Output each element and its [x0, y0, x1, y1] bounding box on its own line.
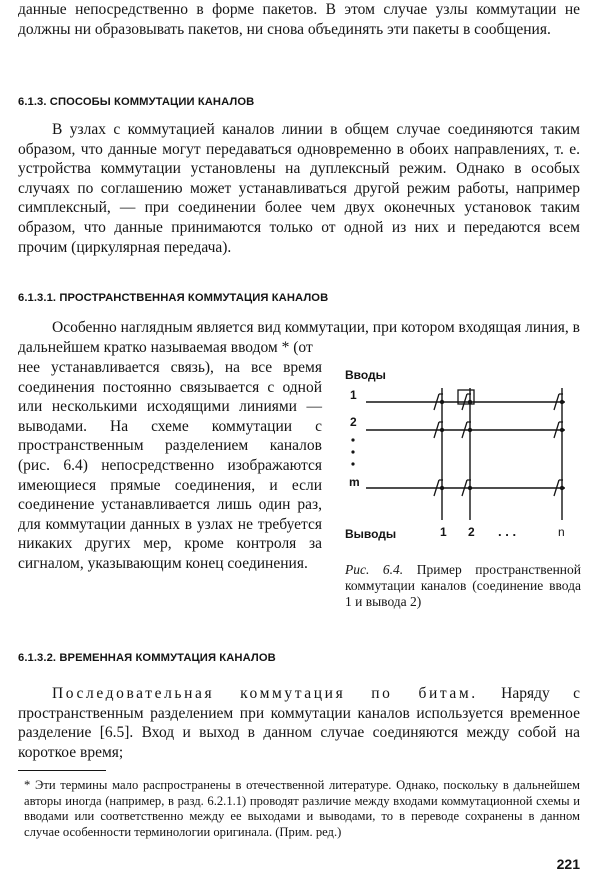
section-6-1-3-2-body	[18, 684, 580, 762]
caption-number: Рис. 6.4.	[345, 562, 404, 577]
crossbar-figure	[340, 360, 585, 545]
section-6-1-3-1-body-side	[18, 358, 322, 574]
section-6-1-3-2-paragraph	[18, 684, 580, 762]
column-ellipsis: . . .	[498, 524, 517, 539]
crosspoint-switches	[434, 394, 563, 496]
section-6-1-3-2-text: Наряду с пространственным разделением при коммутации каналов используется временное разделение [6.5]. Вход и выход в данном случае соединяются между собой на короткое время;	[18, 685, 581, 761]
crossbar-diagram	[340, 360, 585, 545]
footnote-text: * Эти термины мало распространены в отечественной литературе. Однако, поскольку в дальнейшем авторы иногда (например, в разд. 6.2.1.1) проводят различие между входами коммутационной схемы и вводами или соответственно между ее выходами и выводами, то в переводе сохранены в данном случае особенности терминологии оригинала. (Прим. ред.)	[24, 778, 580, 839]
section-6-1-3-1-heading: 6.1.3.1. ПРОСТРАНСТВЕННАЯ КОММУТАЦИЯ КАНАЛОВ	[18, 292, 329, 304]
caption-text: Пример пространственной коммутации каналов (соединение ввода 1 и вывода 2)	[345, 562, 581, 609]
intro-text: данные непосредственно в форме пакетов. В этом случае узлы коммутации не должны ни образовывать пакетов, ни снова объединять эти пакеты в сообщения.	[18, 1, 580, 38]
row-label-1: 1	[350, 388, 357, 402]
column-label-2: 2	[468, 525, 475, 539]
section-6-1-3-2-heading: 6.1.3.2. ВРЕМЕННАЯ КОММУТАЦИЯ КАНАЛОВ	[18, 652, 276, 664]
row-label-2: 2	[350, 415, 357, 429]
input-lines	[366, 402, 565, 488]
inputs-label: Вводы	[345, 368, 386, 382]
footnote-rule	[18, 770, 106, 771]
section-6-1-3-1-body-top	[18, 318, 580, 357]
column-label-1: 1	[440, 525, 447, 539]
section-6-1-3-text: В узлах с коммутацией каналов линии в общем случае соединяются таким образом, что данные могут передаваться одновременно в обоих направлениях, т. е. устройства коммутации установлены на дуплексный режим. Однако в особых случаях по соглашению может устанавливаться другой режим работы, например симплексный, — при соединении более чем двух оконечных установок таким образом, что данные принимаются только от одной из них и передаются всем прочим (циркулярная передача).	[18, 121, 580, 256]
row-label-m: m	[349, 475, 360, 489]
intro-paragraph	[18, 0, 580, 39]
column-label-n: n	[558, 525, 565, 539]
output-lines	[442, 388, 562, 520]
section-6-1-3-body	[18, 120, 580, 257]
section-6-1-3-1-text-top: Особенно наглядным является вид коммутации, при котором входящая линия, в дальнейшем кратко называемая вводом * (от	[18, 319, 580, 356]
page-number: 221	[556, 856, 580, 872]
section-6-1-3-heading: 6.1.3. СПОСОБЫ КОММУТАЦИИ КАНАЛОВ	[18, 96, 255, 108]
figure-caption	[345, 562, 581, 610]
section-6-1-3-1-text-side: нее устанавливается связь), на все время соединения постоянно связывается с одной или несколькими исходящими линиями — выводами. На схеме коммутации с пространственным разделением каналов (рис. 6.4) непосредственно изображаются имеющиеся прямые соединения, и если соединение устанавливается лишь один раз, для коммутации данных в узлах не требуется никаких других мер, кроме контроля за сигналом, указывающим конец соединения.	[18, 359, 322, 572]
row-ellipsis	[351, 438, 354, 465]
outputs-label: Выводы	[345, 527, 397, 541]
crosspoint-dots	[440, 400, 564, 490]
spaced-lead: Последовательная коммутация по битам.	[52, 685, 478, 702]
footnote	[24, 778, 580, 840]
